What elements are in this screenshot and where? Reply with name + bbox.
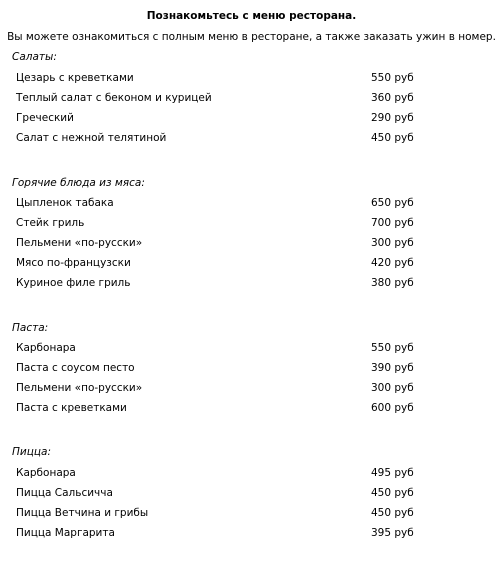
menu-item-price: 450 руб — [371, 507, 414, 519]
menu-item-name: Пицца Сальсичча — [16, 487, 113, 499]
section-title: Салаты: — [12, 51, 57, 63]
menu-item — [0, 467, 503, 483]
menu-item — [0, 237, 503, 253]
menu-item-price: 450 руб — [371, 487, 414, 499]
section-title: Горячие блюда из мяса: — [12, 177, 145, 189]
menu-item-price: 550 руб — [371, 342, 414, 354]
menu-item — [0, 72, 503, 88]
menu-item-price: 390 руб — [371, 362, 414, 374]
menu-item-price: 395 руб — [371, 527, 414, 539]
menu-item — [0, 92, 503, 108]
menu-item — [0, 132, 503, 148]
menu-item-price: 380 руб — [371, 277, 414, 289]
page-title: Познакомьтесь с меню ресторана. — [146, 10, 357, 22]
menu-item — [0, 217, 503, 233]
menu-item-name: Пельмени «по-русски» — [16, 382, 143, 394]
menu-item — [0, 507, 503, 523]
menu-item-name: Стейк гриль — [16, 217, 85, 229]
menu-item-name: Пицца Ветчина и грибы — [16, 507, 149, 519]
menu-item — [0, 487, 503, 503]
menu-item-name: Цезарь с креветками — [16, 72, 134, 84]
menu-item-name: Карбонара — [16, 342, 76, 354]
section-title: Паста: — [12, 322, 49, 334]
menu-item — [0, 257, 503, 273]
menu-item-name: Паста с соусом песто — [16, 362, 135, 374]
menu-item-name: Мясо по-французски — [16, 257, 131, 269]
menu-item-price: 700 руб — [371, 217, 414, 229]
page-subtitle: Вы можете ознакомиться с полным меню в ресторане, а также заказать ужин в номер. — [7, 31, 496, 43]
menu-item-price: 450 руб — [371, 132, 414, 144]
menu-item — [0, 197, 503, 213]
menu-item-price: 650 руб — [371, 197, 414, 209]
menu-item — [0, 112, 503, 128]
menu-item-price: 495 руб — [371, 467, 414, 479]
menu-item-name: Пицца Маргарита — [16, 527, 115, 539]
menu-item-price: 420 руб — [371, 257, 414, 269]
menu-item-price: 300 руб — [371, 382, 414, 394]
menu-item-price: 600 руб — [371, 402, 414, 414]
menu-item-name: Теплый салат с беконом и курицей — [16, 92, 212, 104]
menu-item-price: 360 руб — [371, 92, 414, 104]
menu-item — [0, 402, 503, 418]
menu-item-name: Карбонара — [16, 467, 76, 479]
menu-item-name: Цыпленок табака — [16, 197, 114, 209]
menu-item-name: Паста с креветками — [16, 402, 127, 414]
menu-item-price: 300 руб — [371, 237, 414, 249]
menu-item-name: Салат с нежной телятиной — [16, 132, 167, 144]
menu-item — [0, 342, 503, 358]
menu-item-name: Греческий — [16, 112, 74, 124]
menu-item-name: Пельмени «по-русски» — [16, 237, 143, 249]
menu-item-price: 290 руб — [371, 112, 414, 124]
menu-item-price: 550 руб — [371, 72, 414, 84]
menu-item — [0, 527, 503, 543]
menu-item — [0, 382, 503, 398]
section-title: Пицца: — [12, 446, 51, 458]
menu-item — [0, 277, 503, 293]
menu-item — [0, 362, 503, 378]
menu-item-name: Куриное филе гриль — [16, 277, 131, 289]
